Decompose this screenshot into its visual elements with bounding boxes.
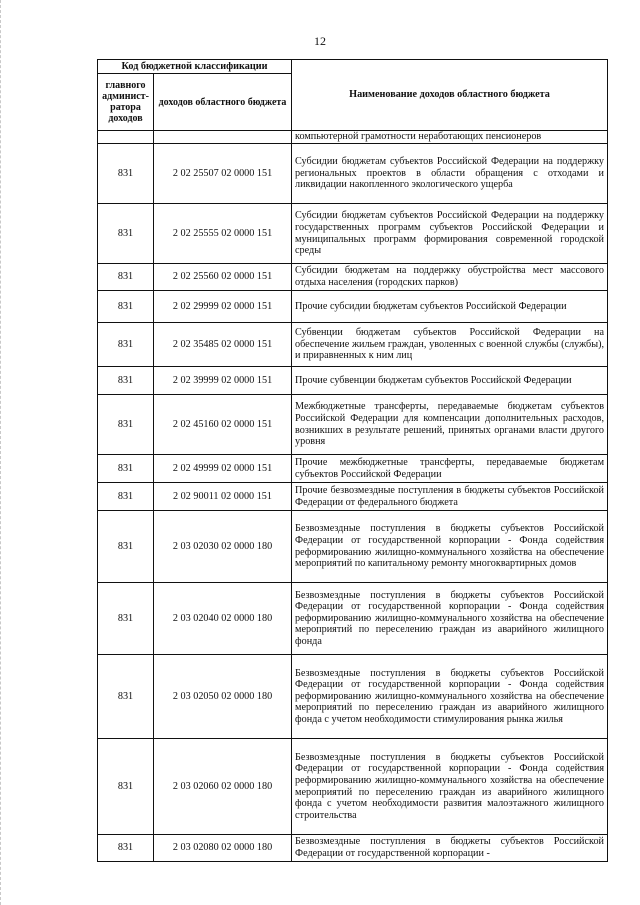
- continuation-code-cell: [154, 131, 292, 144]
- income-code-cell: 2 02 29999 02 0000 151: [154, 291, 292, 323]
- income-name-cell: Прочие субсидии бюджетам субъектов Российской Федерации: [292, 291, 608, 323]
- income-name-cell: Безвозмездные поступления в бюджеты субъектов Российской Федерации от государственной корпорации - Фонда содействия реформированию жилищно-коммунального хозяйства на обеспечение мероприятий по переселению граждан из аварийного жилищного фонда с учетом необходимости развития малоэтажного жилищного строительства: [292, 739, 608, 835]
- admin-code-cell: 831: [98, 204, 154, 264]
- income-name-cell: Прочие межбюджетные трансферты, передаваемые бюджетам субъектов Российской Федерации: [292, 455, 608, 483]
- table-body: [98, 131, 608, 862]
- income-code-cell: 2 02 39999 02 0000 151: [154, 367, 292, 395]
- income-name-cell: Субвенции бюджетам субъектов Российской Федерации на обеспечение жильем граждан, уволенных с военной службы (службы), и приравненных к ним лиц: [292, 323, 608, 367]
- admin-code-cell: 831: [98, 291, 154, 323]
- income-code-cell: 2 02 35485 02 0000 151: [154, 323, 292, 367]
- income-name-cell: Субсидии бюджетам субъектов Российской Федерации на поддержку региональных проектов в области обращения с отходами и ликвидации накопленного экологического ущерба: [292, 144, 608, 204]
- admin-code-cell: 831: [98, 264, 154, 291]
- header-income-name: Наименование доходов областного бюджета: [292, 60, 608, 131]
- continuation-row: [98, 131, 608, 144]
- income-name-cell: Прочие субвенции бюджетам субъектов Российской Федерации: [292, 367, 608, 395]
- table-row: [98, 483, 608, 511]
- admin-code-cell: 831: [98, 511, 154, 583]
- continuation-admin-cell: [98, 131, 154, 144]
- income-code-cell: 2 02 45160 02 0000 151: [154, 395, 292, 455]
- admin-code-cell: 831: [98, 144, 154, 204]
- income-code-cell: 2 02 25560 02 0000 151: [154, 264, 292, 291]
- table-row: [98, 511, 608, 583]
- admin-code-cell: 831: [98, 483, 154, 511]
- admin-code-cell: 831: [98, 367, 154, 395]
- header-chief-administrator: главного админист-ратора доходов: [98, 74, 154, 131]
- table-row: [98, 583, 608, 655]
- table-header: [98, 60, 608, 131]
- admin-code-cell: 831: [98, 835, 154, 862]
- table-row: [98, 455, 608, 483]
- table-row: [98, 367, 608, 395]
- income-code-cell: 2 03 02030 02 0000 180: [154, 511, 292, 583]
- table-row: [98, 204, 608, 264]
- table-row: [98, 323, 608, 367]
- income-name-cell: Безвозмездные поступления в бюджеты субъектов Российской Федерации от государственной корпорации -: [292, 835, 608, 862]
- income-name-cell: Безвозмездные поступления в бюджеты субъектов Российской Федерации от государственной корпорации - Фонда содействия реформированию жилищно-коммунального хозяйства на обеспечение мероприятий по капитальному ремонту многоквартирных домов: [292, 511, 608, 583]
- admin-code-cell: 831: [98, 739, 154, 835]
- income-code-cell: 2 02 25555 02 0000 151: [154, 204, 292, 264]
- income-code-cell: 2 02 90011 02 0000 151: [154, 483, 292, 511]
- table-row: [98, 264, 608, 291]
- page-number: 12: [314, 34, 326, 48]
- income-name-cell: Безвозмездные поступления в бюджеты субъектов Российской Федерации от государственной корпорации - Фонда содействия реформированию жилищно-коммунального хозяйства на обеспечение мероприятий по переселению граждан из аварийного жилищного фонда с учетом необходимости стимулирования рынка жилья: [292, 655, 608, 739]
- header-budget-classification-code: Код бюджетной классификации: [98, 60, 292, 74]
- admin-code-cell: 831: [98, 583, 154, 655]
- continuation-text: компьютерной грамотности неработающих пенсионеров: [292, 131, 608, 144]
- income-code-cell: 2 02 49999 02 0000 151: [154, 455, 292, 483]
- admin-code-cell: 831: [98, 395, 154, 455]
- income-name-cell: Прочие безвозмездные поступления в бюджеты субъектов Российской Федерации от федерального бюджета: [292, 483, 608, 511]
- table-row: [98, 655, 608, 739]
- budget-classification-table: [97, 59, 608, 862]
- scan-edge: [0, 0, 3, 905]
- admin-code-cell: 831: [98, 455, 154, 483]
- admin-code-cell: 831: [98, 655, 154, 739]
- income-name-cell: Межбюджетные трансферты, передаваемые бюджетам субъектов Российской Федерации для компенсации дополнительных расходов, возникших в результате решений, принятых органами власти другого уровня: [292, 395, 608, 455]
- table-row: [98, 144, 608, 204]
- income-name-cell: Безвозмездные поступления в бюджеты субъектов Российской Федерации от государственной корпорации - Фонда содействия реформированию жилищно-коммунального хозяйства на обеспечение мероприятий по переселению граждан из аварийного жилищного фонда: [292, 583, 608, 655]
- header-regional-income: доходов областного бюджета: [154, 74, 292, 131]
- income-code-cell: 2 03 02080 02 0000 180: [154, 835, 292, 862]
- income-code-cell: 2 03 02040 02 0000 180: [154, 583, 292, 655]
- income-code-cell: 2 03 02050 02 0000 180: [154, 655, 292, 739]
- income-code-cell: 2 03 02060 02 0000 180: [154, 739, 292, 835]
- admin-code-cell: 831: [98, 323, 154, 367]
- table-row: [98, 835, 608, 862]
- table-row: [98, 291, 608, 323]
- income-name-cell: Субсидии бюджетам на поддержку обустройства мест массового отдыха населения (городских парков): [292, 264, 608, 291]
- income-code-cell: 2 02 25507 02 0000 151: [154, 144, 292, 204]
- income-name-cell: Субсидии бюджетам субъектов Российской Федерации на поддержку государственных программ субъектов Российской Федерации и муниципальных программ формирования современной городской среды: [292, 204, 608, 264]
- table-row: [98, 739, 608, 835]
- table-row: [98, 395, 608, 455]
